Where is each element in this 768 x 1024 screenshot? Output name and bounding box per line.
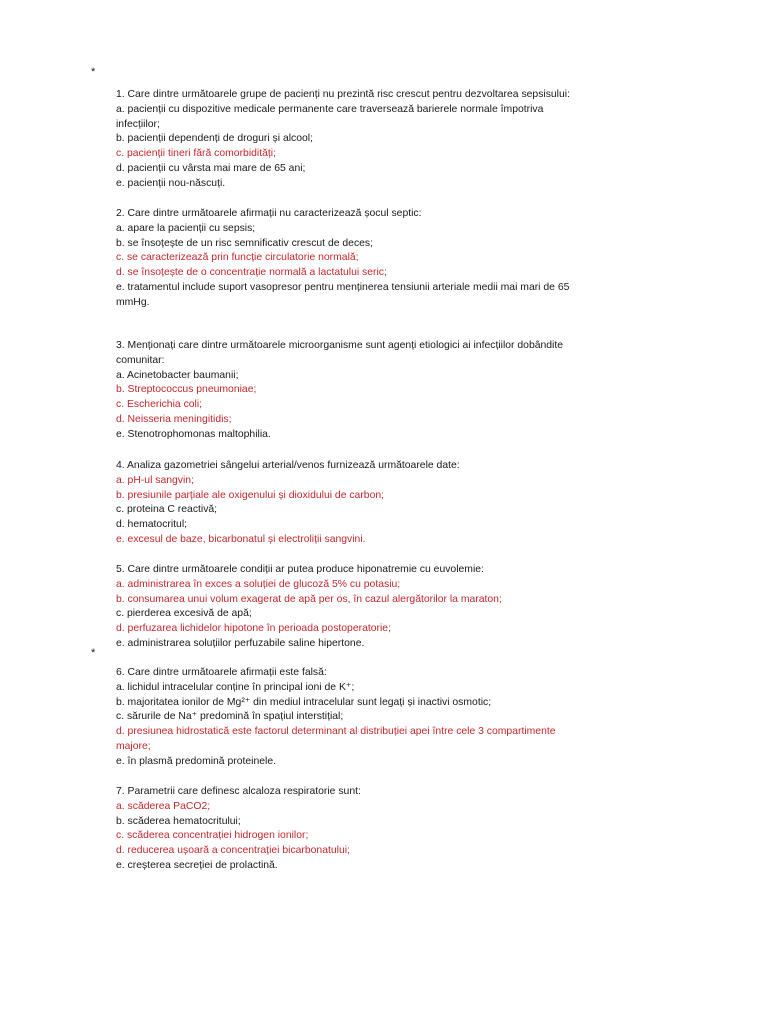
option-a	[116, 800, 361, 815]
option-line: c. proteina C reactivă;	[116, 504, 218, 516]
stem-line: comunitar:	[116, 354, 165, 366]
stem-line: 6. Care dintre următoarele afirmații este falsă:	[116, 667, 327, 678]
option-line: b. consumarea unui volum exagerat de apă per os, în cazul alergătorilor la maraton;	[116, 593, 502, 605]
option-line: mmHg.	[116, 296, 150, 308]
option-b	[116, 815, 361, 830]
question-4	[116, 459, 460, 548]
stem-line: 7. Parametrii care definesc alcaloza respiratorie sunt:	[116, 786, 361, 797]
asterisk-marker-middle: *	[91, 647, 96, 659]
option-line: e. creșterea secreției de prolactină.	[116, 859, 278, 871]
option-a	[116, 369, 563, 384]
option-c	[116, 710, 556, 725]
option-a	[116, 474, 460, 489]
question-stem	[116, 785, 361, 800]
option-line: a. lichidul intracelular conține în principal ioni de K⁺;	[116, 681, 355, 693]
option-line: e. Stenotrophomonas maltophilia.	[116, 428, 271, 440]
option-line: c. sărurile de Na⁺ predomină în spațiul interstițial;	[116, 711, 344, 723]
option-a	[116, 103, 570, 133]
option-e	[116, 177, 570, 192]
stem-line: 2. Care dintre următoarele afirmații nu caracterizează șocul septic:	[116, 208, 422, 219]
option-b	[116, 593, 502, 608]
question-7	[116, 785, 361, 874]
question-stem	[116, 459, 460, 474]
option-c	[116, 398, 563, 413]
option-c	[116, 147, 570, 162]
option-line: e. tratamentul include suport vasopresor pentru menținerea tensiunii arteriale medii mai mari de 65	[116, 281, 570, 293]
option-line: c. scăderea concentrației hidrogen ionilor;	[116, 830, 309, 842]
option-line: c. Escherichia coli;	[116, 399, 203, 411]
option-d	[116, 266, 569, 281]
option-line: e. în plasmă predomină proteinele.	[116, 755, 276, 767]
option-d	[116, 162, 570, 177]
option-c	[116, 503, 460, 518]
option-e	[116, 281, 569, 311]
asterisk-marker-top: *	[91, 66, 96, 78]
question-stem	[116, 207, 569, 222]
option-line: b. scăderea hematocritului;	[116, 815, 241, 827]
option-line: b. majoritatea ionilor de Mg²⁺ din mediul intracelular sunt legați și inactivi osmotic;	[116, 696, 492, 708]
option-line: d. reducerea ușoară a concentrației bicarbonatului;	[116, 845, 350, 857]
option-line: a. pH-ul sangvin;	[116, 474, 194, 486]
option-d	[116, 725, 556, 755]
option-b	[116, 237, 569, 252]
option-line: d. presiunea hidrostatică este factorul determinant al distribuției apei între cele 3 compartimente	[116, 726, 556, 738]
option-c	[116, 607, 502, 622]
option-line: d. pacienții cu vârsta mai mare de 65 ani;	[116, 162, 306, 174]
stem-line: 3. Menționați care dintre următoarele microorganisme sunt agenți etiologici ai infecțiilor dobândite	[116, 340, 564, 351]
stem-line: 4. Analiza gazometriei sângelui arterial/venos furnizează următoarele date:	[116, 460, 460, 471]
option-b	[116, 132, 570, 147]
option-line: majore;	[116, 740, 151, 752]
option-d	[116, 518, 460, 533]
option-a	[116, 222, 569, 237]
option-b	[116, 696, 556, 711]
option-line: e. pacienții nou-născuți.	[116, 177, 226, 189]
option-line: b. presiunile parțiale ale oxigenului și dioxidului de carbon;	[116, 489, 385, 501]
option-line: c. pacienții tineri fără comorbidități;	[116, 148, 276, 160]
option-d	[116, 622, 502, 637]
stem-line: 5. Care dintre următoarele condiții ar putea produce hiponatremie cu euvolemie:	[116, 564, 484, 575]
question-1	[116, 88, 570, 192]
option-line: d. Neisseria meningitidis;	[116, 413, 232, 425]
option-b	[116, 489, 460, 504]
option-e	[116, 637, 502, 652]
question-3	[116, 339, 563, 443]
stem-line: 1. Care dintre următoarele grupe de pacienți nu prezintă risc crescut pentru dezvoltarea sepsisului:	[116, 89, 570, 100]
option-c	[116, 829, 361, 844]
option-line: d. se însoțește de o concentrație normală a lactatului seric;	[116, 267, 387, 279]
option-b	[116, 383, 563, 398]
option-line: infecțiilor;	[116, 118, 160, 130]
option-e	[116, 859, 361, 874]
option-line: a. Acinetobacter baumanii;	[116, 369, 239, 381]
option-line: d. hematocritul;	[116, 519, 188, 531]
option-line: b. se însoțește de un risc semnificativ crescut de deces;	[116, 237, 374, 249]
option-line: d. perfuzarea lichidelor hipotone în perioada postoperatorie;	[116, 623, 391, 635]
option-a	[116, 681, 556, 696]
option-a	[116, 578, 502, 593]
option-e	[116, 533, 460, 548]
option-e	[116, 755, 556, 770]
option-line: c. pierderea excesivă de apă;	[116, 608, 252, 620]
question-2	[116, 207, 569, 311]
question-stem	[116, 563, 502, 578]
option-e	[116, 428, 563, 443]
question-stem	[116, 666, 556, 681]
option-line: c. se caracterizează prin funcție circulatorie normală;	[116, 252, 359, 264]
option-c	[116, 251, 569, 266]
option-line: e. excesul de baze, bicarbonatul și electroliții sangvini.	[116, 533, 366, 545]
question-stem	[116, 88, 570, 103]
option-line: a. apare la pacienții cu sepsis;	[116, 222, 256, 234]
option-line: e. administrarea soluțiilor perfuzabile saline hipertone.	[116, 637, 365, 649]
option-d	[116, 413, 563, 428]
option-line: b. Streptococcus pneumoniae;	[116, 384, 257, 396]
option-line: a. pacienții cu dispozitive medicale permanente care traversează barierele normale împotriva	[116, 103, 544, 115]
question-stem	[116, 339, 563, 369]
question-6	[116, 666, 556, 770]
option-line: a. administrarea în exces a soluției de glucoză 5% cu potasiu;	[116, 578, 401, 590]
option-line: a. scăderea PaCO2;	[116, 800, 211, 812]
question-5	[116, 563, 502, 652]
option-d	[116, 844, 361, 859]
option-line: b. pacienții dependenți de droguri și alcool;	[116, 133, 313, 145]
